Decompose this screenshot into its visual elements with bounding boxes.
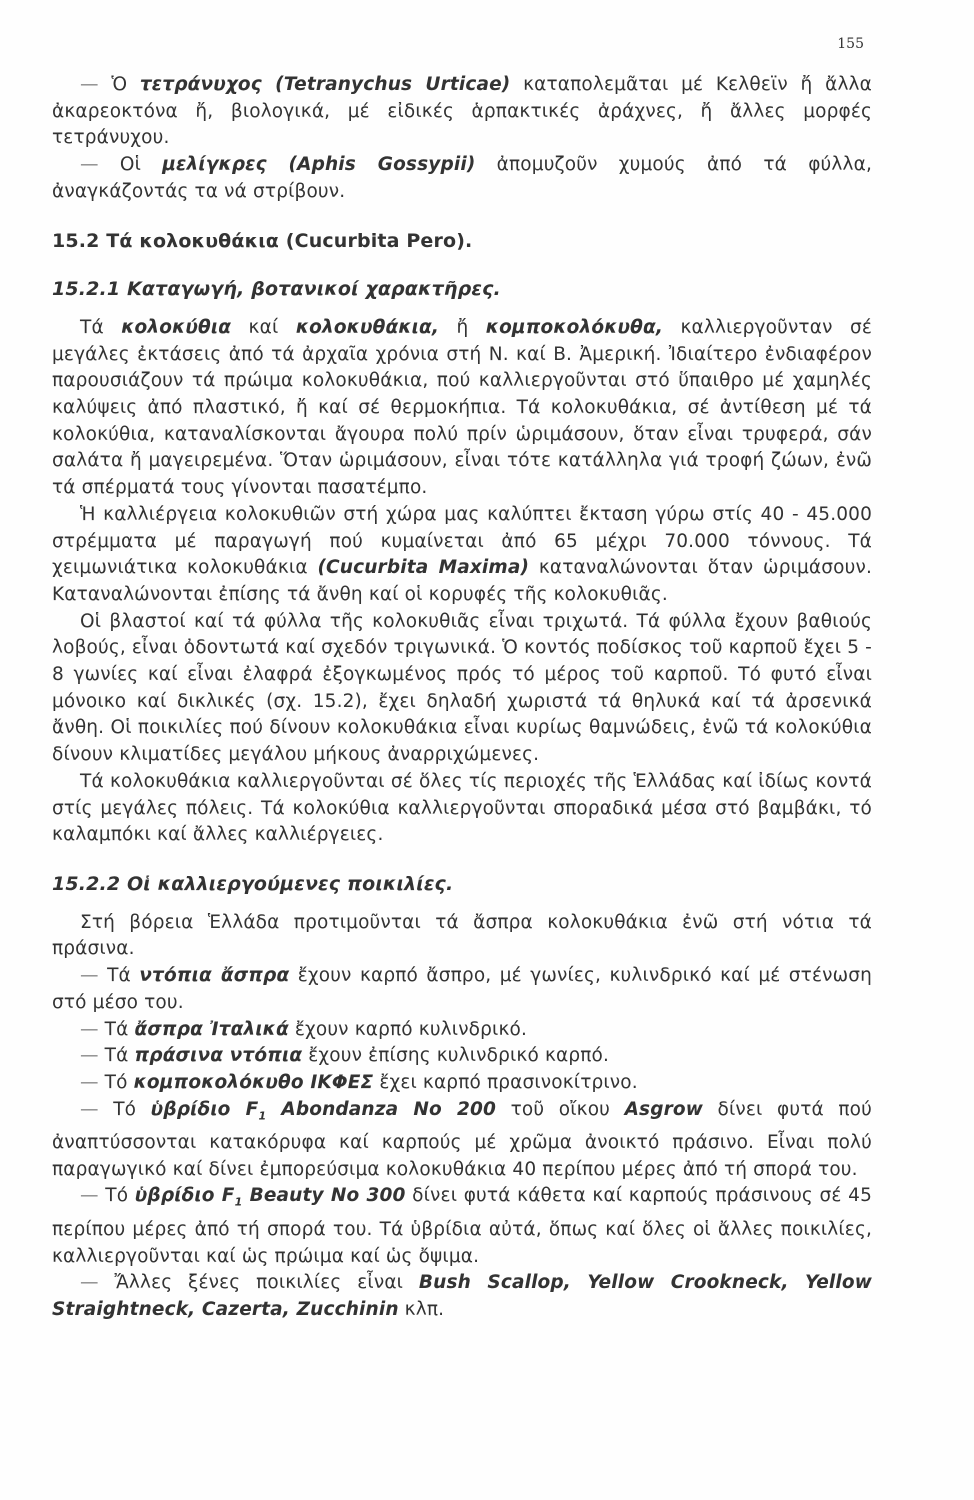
subscript: 1 [234,1196,243,1210]
paragraph-preference: Στή βόρεια Ἑλλάδα προτιμοῦνται τά ἄσπρα κολοκυθάκια ἐνῶ στή νότια τά πράσινα. [52,911,872,960]
term: κομποκολόκυθα, [485,316,664,338]
text: καλλιεργοῦνταν σέ μεγάλες ἐκτάσεις ἀπό τά ἀρχαῖα χρόνια στή Ν. καί Β. Ἀμερική. Ἰδιαίτερο ἐνδιαφέρον παρουσιάζουν τά πρώιμα κολοκυθάκια, πού καλλιεργοῦνται στό ὕπαιθρο μέ χαμηλές καλύψεις ἀπό πλαστικό, ἤ καί σέ θερμοκήπια. Τά κολοκυθάκια, σέ ἀντίθεση μέ τά κολοκύθια, καταναλίσκονται ἄγουρα πολύ πρίν ὡριμάσουν, ὅταν εἶναι τρυφερά, σάν σαλάτα ἤ μαγειρεμένα. Ὅταν ὡριμάσουν, εἶναι τότε κατάλληλα γιά τροφή ζώων, ἐνῶ τά σπέρματά τους γίνονται πασατέμπο. [52,316,873,499]
text: ἔχουν ἐπίσης κυλινδρικό καρπό. [302,1045,610,1067]
page-body [52,72,872,1324]
text: ἔχουν καρπό κυλινδρικό. [288,1018,527,1040]
text: τοῦ οἴκου [496,1098,625,1120]
subsection-number: 15.2.1 [52,278,121,301]
text: Τό [98,1098,151,1120]
text: Ὁ [98,74,140,95]
section-title: Τά κολοκυθάκια (Cucurbita Pero). [106,229,473,252]
variety-item [52,963,872,1016]
term: (Cucurbita Maxima) [317,557,530,579]
dash: — [80,74,99,95]
text: ἀπομυζοῦν χυμούς ἀπό τά φύλλα, ἀναγκάζοντάς τα νά στρίβουν. [52,154,872,202]
variety-name: ἄσπρα Ἰταλικά [134,1018,289,1040]
text: Abondanza No 200 [266,1098,497,1120]
text: Τά [80,316,122,338]
text: δίνει φυτά κάθετα καί καρπούς πράσινους σέ 45 περίπου μέρες ἀπό τή σπορά του. Τά ὑβρίδια αὐτά, ὅπως καί ὅλες οἱ ἄλλες ποικιλίες, καλλιεργοῦνται καί ὡς πρώιμα καί ὡς ὄψιμα. [52,1185,873,1267]
paragraph-aphis [52,152,872,205]
subsection-heading-origin [52,276,872,303]
pest-name: μελίγκρες (Aphis Gossypii) [162,154,476,176]
dash: — [80,1071,99,1093]
text: ἔχουν καρπό ἄσπρο, μέ γωνίες, κυλινδρικό καί μέ στένωση στό μέσο του. [52,965,872,1013]
variety-item [52,1043,872,1070]
subsection-title: Καταγωγή, βοτανικοί χαρακτῆρες. [126,278,501,301]
text: Τό [98,1071,134,1093]
variety-name: πράσινα ντόπια [134,1045,303,1067]
dash: — [80,1018,99,1040]
text: ἔχει καρπό πρασινοκίτρινο. [373,1071,638,1093]
variety-name [134,1185,406,1210]
variety-item [52,1183,872,1270]
dash: — [80,965,99,987]
text: κλπ. [398,1298,445,1320]
text: καταπολεμᾶται μέ Κελθεϊν ἤ ἄλλα ἀκαρεοκτόνα ἤ, βιολογικά, μέ εἰδικές ἁρπακτικές ἀράχνες, ἤ ἄλλες μορφές τετράνυχου. [52,74,872,149]
dash: — [80,1185,99,1207]
subsection-heading-varieties [52,871,872,898]
section-number: 15.2 [52,229,100,252]
variety-item [52,1070,872,1097]
variety-item [52,1270,872,1323]
text: δίνει φυτά πού ἀναπτύσσονται κατακόρυφα καί καρπούς μέ χρῶμα ἀνοικτό πράσινο. Εἶναι πολύ παραγωγικό καί δίνει ἐμπορεύσιμα κολοκυθάκια 40 περίπου μέρες ἀπό τή σπορά του. [52,1098,873,1180]
page-number: 155 [837,36,864,52]
text: καί [231,316,296,338]
variety-name: ντόπια ἄσπρα [139,965,290,987]
paragraph-cultivation [52,502,872,609]
pest-name: τετράνυχος (Tetranychus Urticae) [139,74,511,95]
dash: — [80,1045,99,1067]
text: Τό [98,1185,135,1207]
variety-item [52,1017,872,1044]
text: καταναλώνονται ὅταν ὡριμάσουν. Καταναλώνονται ἐπίσης τά ἄνθη καί οἱ κορυφές τῆς κολοκυθιᾶς. [52,557,872,605]
text: Beauty No 300 [242,1185,406,1207]
section-heading [52,228,872,255]
text: Τά [98,1018,135,1040]
paragraph-botany: Οἱ βλαστοί καί τά φύλλα τῆς κολοκυθιᾶς εἶναι τριχωτά. Τά φύλλα ἔχουν βαθιούς λοβούς, εἶναι ὀδοντωτά καί σχεδόν τριγωνικά. Ὁ κοντός ποδίσκος τοῦ καρποῦ ἔχει 5 - 8 γωνίες καί εἶναι ἐλαφρά ἐξογκωμένος πρός τό μέρος τοῦ καρποῦ. Τό φυτό εἶναι μόνοικο καί δικλικές (σχ. 15.2), ἔχει δηλαδή χωριστά τά θηλυκά καί τά ἀρσενικά ἄνθη. Οἱ ποικιλίες πού δίνουν κολοκυθάκια εἶναι κυρίως θαμνώδεις, ἐνῶ τά κολοκύθια δίνουν κλιματίδες μεγάλου μήκους ἀναρριχώμενες. [52,610,872,766]
paragraph-tetranychus [52,72,872,152]
term: κολοκύθια [121,316,232,338]
variety-item [52,1097,872,1184]
variety-name: κομποκολόκυθο ΙΚΦΕΣ [133,1071,374,1093]
text: ἤ [439,316,486,338]
dash: — [80,1098,99,1120]
text: Ἄλλες ξένες ποικιλίες εἶναι [98,1272,419,1294]
text: ὑβρίδιο F [150,1098,259,1120]
term: κολοκυθάκια, [295,316,440,338]
brand-name: Asgrow [624,1098,703,1120]
subsection-number: 15.2.2 [52,872,121,895]
subsection-title: Οἱ καλλιεργούμενες ποικιλίες. [126,872,454,895]
paragraph-regions: Τά κολοκυθάκια καλλιεργοῦνται σέ ὅλες τίς περιοχές τῆς Ἑλλάδας καί ἰδίως κοντά στίς μεγάλες πόλεις. Τά κολοκύθια καλλιεργοῦνται σποραδικά μέσα στό βαμβάκι, τό καλαμπόκι καί ἄλλες καλλιέργειες. [52,770,872,846]
text: Τά [98,1045,135,1067]
subscript: 1 [258,1109,267,1123]
text: ὑβρίδιο F [134,1185,235,1207]
variety-name [150,1098,497,1123]
dash: — [80,154,99,176]
text: Ἡ καλλιέργεια κολοκυθιῶν στή χώρα μας καλύπτει ἔκταση γύρω στίς 40 - 45.000 στρέμματα μέ παραγωγή πού κυμαίνεται ἀπό 65 μέχρι 70.000 τόννους. Τά χειμωνιάτικα κολοκυθάκια [52,503,872,579]
text: Τά [98,965,140,987]
paragraph-origin [52,315,872,502]
text: Οἱ [98,154,163,176]
variety-names: Bush Scallop, Yellow Crookneck, Yellow Straightneck, Cazerta, Zucchinin [52,1272,872,1320]
dash: — [80,1272,99,1294]
